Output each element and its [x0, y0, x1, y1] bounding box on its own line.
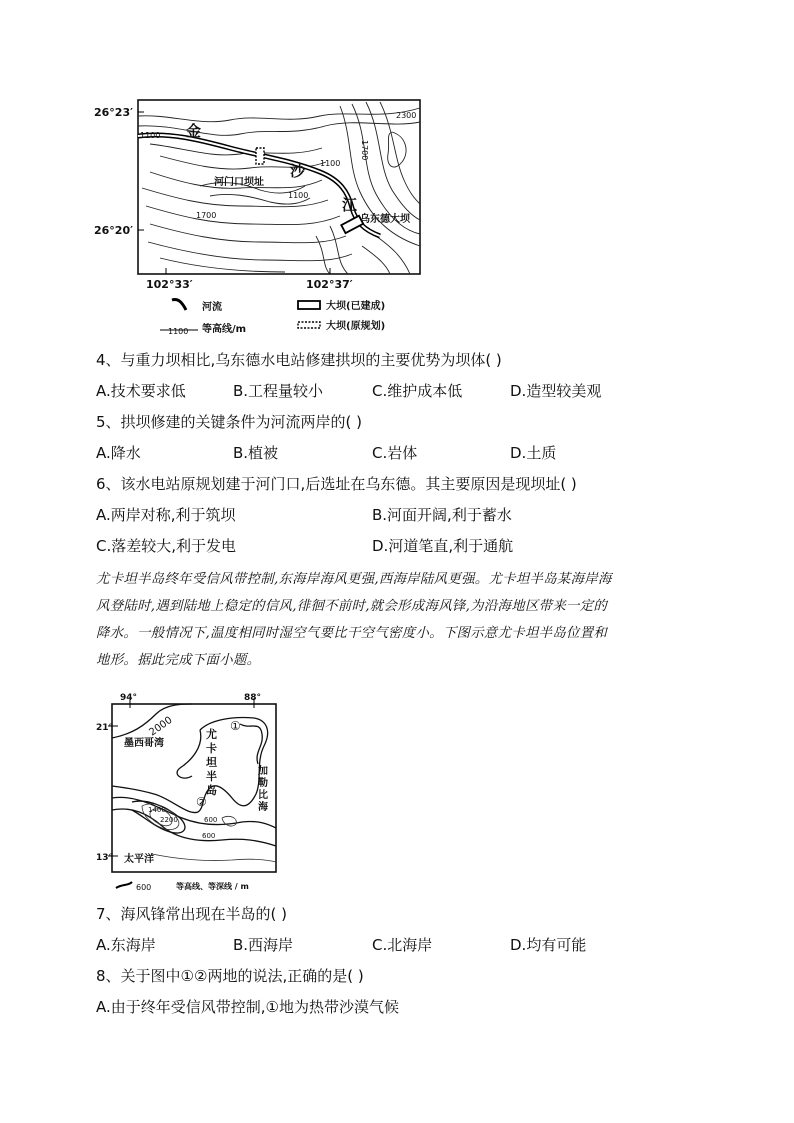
q7-option-d[interactable]: D.均有可能 — [510, 936, 587, 954]
yucatan-map — [92, 690, 292, 896]
q7-option-c[interactable]: C.北海岸 — [372, 936, 433, 954]
q4-option-d[interactable]: D.造型较美观 — [510, 382, 602, 400]
q6-option-b[interactable]: B.河面开阔,利于蓄水 — [372, 506, 512, 524]
lat-bottom-label: 13° — [96, 853, 114, 863]
question-4-stem: 4、与重力坝相比,乌东德水电站修建拱坝的主要优势为坝体( ) — [96, 351, 502, 369]
legend-label: 等高线、等深线 / m — [176, 882, 249, 891]
q6-option-a[interactable]: A.两岸对称,利于筑坝 — [96, 506, 236, 524]
q6-option-c[interactable]: C.落差较大,利于发电 — [96, 537, 237, 555]
svg-text:比: 比 — [258, 790, 268, 801]
marker-1: ① — [230, 719, 241, 733]
contour-label: 1100 — [320, 159, 341, 168]
contour-label-2200: 2200 — [160, 816, 178, 824]
marker-2: ② — [196, 795, 207, 809]
contour-label: 1100 — [288, 191, 309, 200]
svg-text:岛: 岛 — [206, 784, 217, 797]
planned-site-label: 河门口坝址 — [214, 177, 264, 188]
svg-text:卡: 卡 — [206, 742, 217, 755]
question-5-stem: 5、拱坝修建的关键条件为河流两岸的( ) — [96, 413, 363, 431]
legend-contour-label: 等高线/m — [202, 324, 247, 335]
q5-option-b[interactable]: B.植被 — [233, 444, 279, 462]
svg-text:尤: 尤 — [206, 728, 217, 741]
q5-option-d[interactable]: D.土质 — [510, 444, 557, 462]
contour-label-1400: 1400 — [148, 806, 166, 814]
gulf-of-mexico-label: 墨西哥湾 — [124, 738, 164, 749]
svg-text:半: 半 — [206, 770, 217, 783]
map1-legend — [160, 299, 385, 336]
wudongde-topo-map — [90, 96, 440, 344]
svg-text:加: 加 — [258, 766, 268, 777]
q7-option-b[interactable]: B.西海岸 — [233, 936, 294, 954]
lon-right-label: 88° — [244, 693, 262, 703]
q6-option-d[interactable]: D.河道笔直,利于通航 — [372, 537, 514, 555]
question-6-stem: 6、该水电站原规划建于河门口,后选址在乌东德。其主要原因是现坝址( ) — [96, 475, 577, 493]
q8-option-a[interactable]: A.由于终年受信风带控制,①地为热带沙漠气候 — [96, 998, 399, 1016]
pacific-ocean-label: 太平洋 — [124, 854, 154, 865]
legend-contour-value: 1100 — [168, 327, 189, 336]
caribbean-sea-label — [257, 764, 269, 813]
legend-dam-built-label: 大坝(已建成) — [326, 301, 386, 312]
q4-option-c[interactable]: C.维护成本低 — [372, 382, 463, 400]
reading-passage — [96, 566, 700, 674]
q5-option-a[interactable]: A.降水 — [96, 444, 141, 462]
river-char-jin: 金 — [186, 122, 202, 140]
river-char-sha: 沙 — [290, 162, 306, 180]
q5-option-c[interactable]: C.岩体 — [372, 444, 418, 462]
q4-option-a[interactable]: A.技术要求低 — [96, 382, 186, 400]
map-frame — [138, 100, 420, 274]
question-7-stem: 7、海风锋常出现在半岛的( ) — [96, 905, 288, 923]
contour-label: 1700 — [360, 140, 369, 161]
lat-bottom-label: 26°20′ — [94, 224, 134, 237]
legend-river-label: 河流 — [202, 302, 222, 313]
peninsula-label — [205, 727, 217, 797]
svg-text:坦: 坦 — [206, 756, 217, 769]
passage-line: 风登陆时,遇到陆地上稳定的信风,徘徊不前时,就会形成海风锋,为沿海地区带来一定的 — [96, 599, 608, 614]
passage-line: 地形。据此完成下面小题。 — [96, 653, 261, 668]
contour-lines — [138, 102, 420, 274]
contour-label: 1100 — [140, 131, 161, 140]
lon-right-label: 102°37′ — [306, 278, 353, 291]
q4-option-b[interactable]: B.工程量较小 — [233, 382, 324, 400]
planned-dam-marker — [256, 148, 264, 164]
lat-top-label: 26°23′ — [94, 106, 134, 119]
lat-top-label: 21° — [96, 723, 114, 733]
coastline — [112, 704, 276, 846]
legend-line — [116, 882, 132, 888]
built-dam-label: 乌东德大坝 — [360, 214, 410, 225]
question-8-stem: 8、关于图中①②两地的说法,正确的是( ) — [96, 967, 364, 985]
passage-line: 降水。一般情况下,温度相同时湿空气要比干空气密度小。下图示意尤卡坦半岛位置和 — [96, 626, 608, 641]
passage-line: 尤卡坦半岛终年受信风带控制,东海岸海风更强,西海岸陆风更强。尤卡坦半岛某海岸海 — [96, 572, 612, 587]
contour-label-600: 600 — [202, 832, 216, 840]
lon-left-label: 102°33′ — [146, 278, 193, 291]
svg-text:海: 海 — [258, 802, 268, 813]
contour-label-600: 600 — [204, 816, 218, 824]
contour-label: 2300 — [396, 111, 417, 120]
lon-left-label: 94° — [120, 693, 138, 703]
q7-option-a[interactable]: A.东海岸 — [96, 936, 156, 954]
svg-text:勒: 勒 — [258, 778, 268, 789]
legend-value: 600 — [136, 883, 152, 892]
contour-label-2000: 2000 — [147, 714, 175, 739]
legend-dam-planned-label: 大坝(原规划) — [326, 321, 386, 332]
contour-label: 1700 — [196, 211, 217, 220]
river-char-jiang: 江 — [342, 196, 358, 214]
